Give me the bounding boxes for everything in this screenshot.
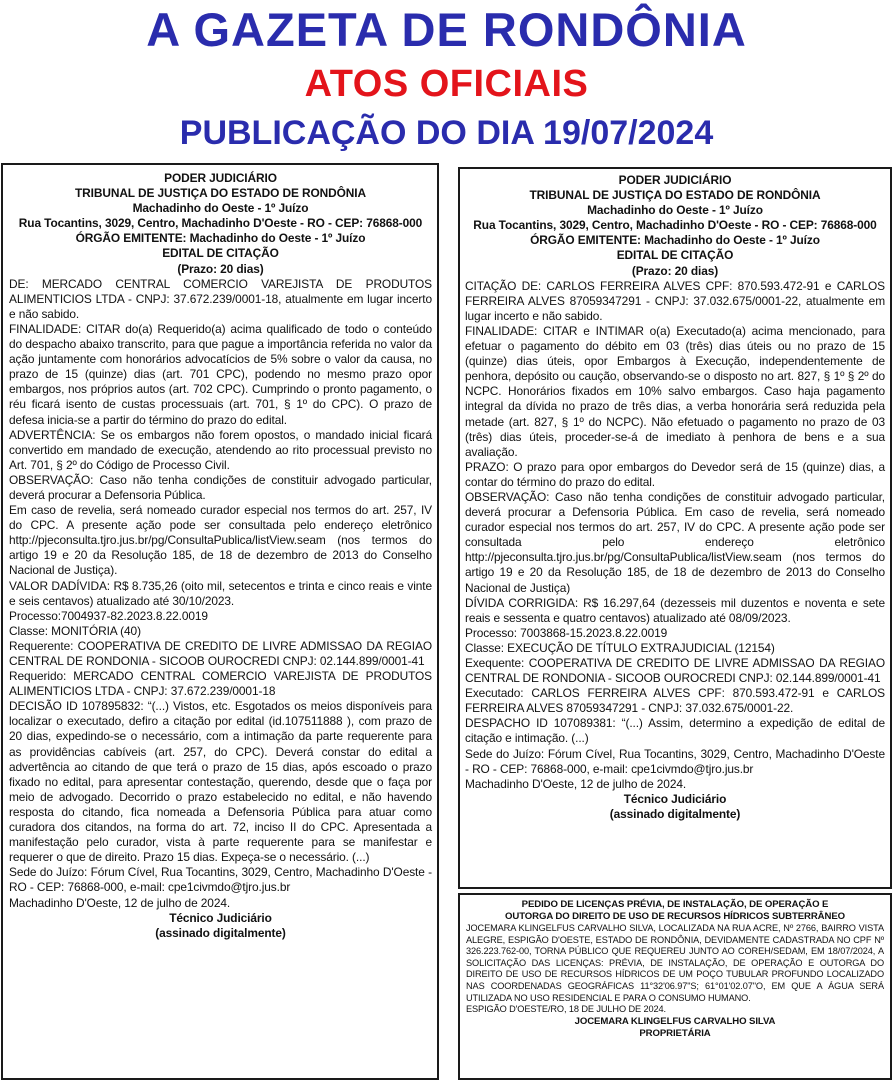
edital-paragraph: Classe: EXECUÇÃO DE TÍTULO EXTRAJUDICIAL (12154) xyxy=(465,640,775,655)
edital-signer-title: Técnico Judiciário xyxy=(169,910,272,925)
edital-header-juizo: Machadinho do Oeste - 1º Juízo xyxy=(132,201,309,216)
edital-paragraph: Processo: 7003868-15.2023.8.22.0019 xyxy=(465,625,668,640)
edital-paragraph: Processo:7004937-82.2023.8.22.0019 xyxy=(9,608,208,623)
edital-paragraph: Requerente: COOPERATIVA DE CREDITO DE LIVRE ADMISSAO DA REGIAO CENTRAL DE RONDONIA - SICOOB OUROCREDI CNPJ: 02.144.899/0001-41 xyxy=(9,638,432,668)
edital-header-court: PODER JUDICIÁRIO xyxy=(618,173,732,187)
edital-paragraph: ADVERTÊNCIA: Se os embargos não forem opostos, o mandado inicial ficará convertido em mandado de execução, atendendo ao rito processual previsto no Art. 701, § 2º do Código de Processo Civil. xyxy=(9,427,432,472)
edital-signature-note: (assinado digitalmente) xyxy=(155,925,286,940)
notice-body: JOCEMARA KLINGELFUS CARVALHO SILVA, LOCALIZADA NA RUA ACRE, Nº 2766, BAIRRO VISTA ALEGRE, ESPIGÃO D'OESTE, ESTADO DE RONDÔNIA, DEVIDAMENTE CADASTRADA NO CPF Nº 326.223.762-00, TORNA PÚBLICO QUE REQUEREU JUNTO AO COREH/SEDAM, EM 18/07/2024, A SOLICITAÇÃO DAS LICENÇAS: PRÉVIA, DE INSTALAÇÃO, DE OPERAÇÃO E OUTORGA DO DIREITO DE USO DE RECURSOS HÍDRICOS DE UM POÇO TUBULAR PROFUNDO LOCALIZADO NAS COORDENADAS GEOGRÁFICAS 11°32'06.97"S; 61°01'02.07"O, EM QUE A ÁGUA SERÁ UTILIZADA NO USO RESIDENCIAL E PARA O CONSUMO HUMANO. xyxy=(466,923,884,1003)
masthead xyxy=(0,0,893,160)
edital-signature-note: (assinado digitalmente) xyxy=(609,806,741,821)
edital-paragraph: FINALIDADE: CITAR do(a) Requerido(a) acima qualificado de todo o conteúdo do despacho abaixo transcrito, para que pague a importância referida no valor da ação juntamente com honorários advocatícios de 5% sobre o valor da causa, no prazo de 15 (quinze) dias (art. 701 CPC), podendo no mesmo prazo opor embargos, nos próprios autos (art. 702 CPC). Cumprindo o pronto pagamento, o réu ficará isento de custas processuais (art. 701, § 1º do CPC). O prazo de defesa inicia-se a partir do término do prazo do edital. xyxy=(9,321,432,427)
section-title: ATOS OFICIAIS xyxy=(304,63,589,105)
notice-signer-name: JOCEMARA KLINGELFUS CARVALHO SILVA xyxy=(574,1015,776,1027)
edital-header-court: PODER JUDICIÁRIO xyxy=(164,171,277,185)
edital-header-type: EDITAL DE CITAÇÃO xyxy=(616,248,734,263)
edital-paragraph: Exequente: COOPERATIVA DE CREDITO DE LIVRE ADMISSAO DA REGIAO CENTRAL DE RONDONIA - SICOOB OUROCREDI CNPJ: 02.144.899/0001-41 xyxy=(465,656,885,686)
left-edital xyxy=(1,163,439,1080)
publication-date: PUBLICAÇÃO DO DIA 19/07/2024 xyxy=(179,114,714,152)
edital-header-tribunal: TRIBUNAL DE JUSTIÇA DO ESTADO DE RONDÔNIA xyxy=(75,186,366,201)
edital-header-prazo: (Prazo: 20 dias) xyxy=(631,263,719,278)
edital-paragraph: OBSERVAÇÃO: Caso não tenha condições de constituir advogado particular, deverá procurar a Defensoria Pública. Em caso de revelia, será nomeado curador especial nos termos do art. 257, IV do CPC. A presente ação pode ser consultada pelo endereço eletrônico http://pjeconsulta.tjro.jus.br/pg/ConsultaPublica/listView.seam (nos termos do artigo 19 e 20 da Resolução 185, de 18 de dezembro de 2013 do Conselho Nacional de Justiça) xyxy=(465,489,885,595)
newspaper-title: A GAZETA DE RONDÔNIA xyxy=(146,3,747,56)
edital-paragraph: VALOR DADÍVIDA: R$ 8.735,26 (oito mil, setecentos e trinta e cinco reais e vinte e seis centavos) atualizado até 30/10/2023. xyxy=(9,578,432,608)
edital-paragraph: Executado: CARLOS FERREIRA ALVES CPF: 870.593.472-91 e CARLOS FERREIRA ALVES 87059347291 - CNPJ: 37.032.675/0001-22. xyxy=(465,686,885,716)
edital-signer-title: Técnico Judiciário xyxy=(623,791,727,806)
edital-header-orgao: ÓRGÃO EMITENTE: Machadinho do Oeste - 1º Juízo xyxy=(75,231,366,246)
edital-paragraph: Classe: MONITÓRIA (40) xyxy=(9,623,141,638)
edital-paragraph: CITAÇÃO DE: CARLOS FERREIRA ALVES CPF: 870.593.472-91 e CARLOS FERREIRA ALVES 87059347291 - CNPJ: 37.032.675/0001-22, atualmente em lugar incerto e não sabido. xyxy=(465,278,885,323)
edital-header-orgao: ÓRGÃO EMITENTE: Machadinho do Oeste - 1º Juízo xyxy=(530,233,820,248)
edital-paragraph: Sede do Juízo: Fórum Cível, Rua Tocantins, 3029, Centro, Machadinho D'Oeste - RO - CEP: 76868-000, e-mail: cpe1civmdo@tjro.jus.br xyxy=(465,746,885,776)
edital-header-prazo: (Prazo: 20 dias) xyxy=(177,261,264,276)
edital-paragraph: FINALIDADE: CITAR e INTIMAR o(a) Executado(a) acima mencionado, para efetuar o pagamento do débito em 03 (três) dias úteis ou no prazo de 15 (quinze) dias úteis, opor Embargos à Execução, independentemente de penhora, depósito ou caução, observando-se o disposto no art. 827, § 1º § 2º do NCPC. Honorários fixados em 10% salvo embargos. Caso haja pagamento integral da dívida no prazo de três dias, a verba honorária será reduzida pela metade (art. 827, § 1º do NCPC). Não efetuado o pagamento no prazo de 03 (três) dias úteis, proceder-se-á de imediato à penhora de bens e a sua avaliação. xyxy=(465,323,885,459)
edital-header-tribunal: TRIBUNAL DE JUSTIÇA DO ESTADO DE RONDÔNIA xyxy=(529,188,821,203)
notice-signer-role: PROPRIETÁRIA xyxy=(639,1027,711,1039)
notice-place-date: ESPIGÃO D'OESTE/RO, 18 DE JULHO DE 2024. xyxy=(466,1004,666,1015)
notice-title-line: OUTORGA DO DIREITO DE USO DE RECURSOS HÍDRICOS SUBTERRÂNEO xyxy=(505,911,845,922)
edital-header-juizo: Machadinho do Oeste - 1º Juízo xyxy=(587,203,763,218)
edital-paragraph: DECISÃO ID 107895832: “(...) Vistos, etc. Esgotados os meios disponíveis para localizar o executado, defiro a citação por edital (id.107511888 ), com prazo de 20 dias, expedindo-se o necessário, com a intimação da parte requerente para as providências cabíveis (art. 257, do CPC). Deverá constar do edital a advertência ao citando de que terá o prazo de 15 dias, após escoado o prazo fixado no edital, para apresentar contestação, querendo, desde que o faça por meio de advogado. Decorrido o prazo estabelecido no edital, e não havendo resposta do citando, fica nomeada a Defensoria Pública para atuar como curadora dos citandos, na forma do art. 72, inciso II do CPC. Apresentada a manifestação pelo curador, vista à parte requerente para se manifestar e requerer o que de direito. Prazo 15 dias. Expeça-se o necessário. (...) xyxy=(9,699,432,865)
notice-title-line: PEDIDO DE LICENÇAS PRÉVIA, DE INSTALAÇÃO, DE OPERAÇÃO E xyxy=(521,899,829,910)
edital-paragraph: Machadinho D'Oeste, 12 de julho de 2024. xyxy=(465,776,687,791)
edital-paragraph: DÍVIDA CORRIGIDA: R$ 16.297,64 (dezesseis mil duzentos e noventa e sete reais e sessenta e quatro centavos) atualizado até 08/09/2023. xyxy=(465,595,885,625)
license-notice xyxy=(458,893,892,1080)
edital-paragraph: DESPACHO ID 107089381: “(...) Assim, determino a expedição de edital de citação e intimação. (...) xyxy=(465,716,885,746)
right-edital xyxy=(458,167,892,889)
edital-header-address: Rua Tocantins, 3029, Centro, Machadinho D'Oeste - RO - CEP: 76868-000 xyxy=(18,216,423,231)
edital-paragraph: OBSERVAÇÃO: Caso não tenha condições de constituir advogado particular, deverá procurar a Defensoria Pública. xyxy=(9,472,432,502)
edital-header-type: EDITAL DE CITAÇÃO xyxy=(162,246,279,261)
edital-paragraph: Sede do Juízo: Fórum Cível, Rua Tocantins, 3029, Centro, Machadinho D'Oeste - RO - CEP: 76868-000, e-mail: cpe1civmdo@tjro.jus.br xyxy=(9,865,432,895)
edital-paragraph: Requerido: MERCADO CENTRAL COMERCIO VAREJISTA DE PRODUTOS ALIMENTICIOS LTDA - CNPJ: 37.672.239/0001-18 xyxy=(9,669,432,699)
edital-paragraph: Em caso de revelia, será nomeado curador especial nos termos do art. 257, IV do CPC. A presente ação pode ser consultada pelo endereço eletrônico http://pjeconsulta.tjro.jus.br/pg/ConsultaPublica/listView.seam (nos termos do artigo 19 e 20 da Resolução 185, de 18 de dezembro de 2013 do Conselho Nacional de Justiça). xyxy=(9,503,432,578)
edital-header-address: Rua Tocantins, 3029, Centro, Machadinho D'Oeste - RO - CEP: 76868-000 xyxy=(473,218,877,233)
edital-paragraph: DE: MERCADO CENTRAL COMERCIO VAREJISTA DE PRODUTOS ALIMENTICIOS LTDA - CNPJ: 37.672.239/0001-18, atualmente em lugar incerto e não sabido. xyxy=(9,276,432,321)
edital-paragraph: Machadinho D'Oeste, 12 de julho de 2024. xyxy=(9,895,231,910)
edital-paragraph: PRAZO: O prazo para opor embargos do Devedor será de 15 (quinze) dias, a contar do término do prazo do edital. xyxy=(465,459,885,489)
